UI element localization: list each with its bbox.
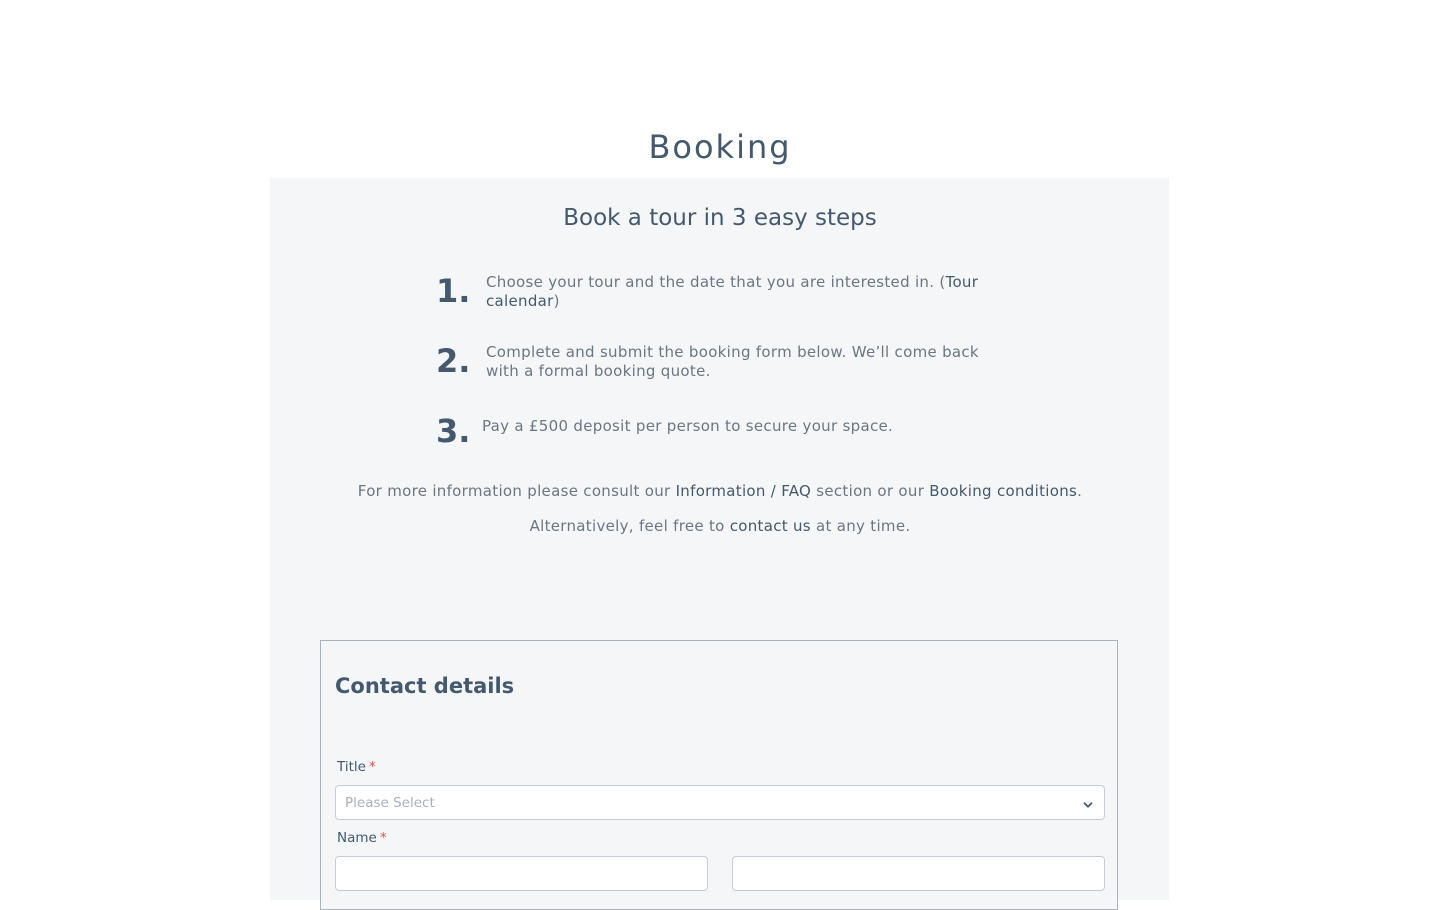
step-1-number: 1. [436,272,471,310]
more-info-middle: section or our [811,482,930,500]
chevron-down-icon [1082,796,1094,808]
more-info-line [0,482,1440,500]
more-info-before: For more information please consult our [357,482,676,500]
contact-line [0,517,1440,535]
contact-line-after: at any time. [810,517,911,535]
intro-heading: Book a tour in 3 easy steps [563,205,877,231]
step-1-text-before: Choose your tour and the date that you are interested in. ( [486,273,946,291]
name-required-mark: * [379,830,387,846]
title-required-mark: * [368,759,376,775]
contact-details-heading: Contact details [335,674,515,698]
step-1-text [486,273,1006,311]
step-2-text: Complete and submit the booking form below. We’ll come back with a formal booking quote. [486,343,979,380]
step-3-text: Pay a £500 deposit per person to secure your space. [482,417,894,435]
title-select[interactable] [335,785,1105,820]
name-field-label [337,830,387,846]
title-label-text: Title [337,759,366,775]
page-title: Booking [648,128,792,166]
last-name-input[interactable] [732,856,1105,891]
step-2-number: 2. [436,342,471,380]
information-faq-link[interactable]: Information / FAQ [675,482,812,500]
booking-conditions-link[interactable]: Booking conditions [929,482,1078,500]
contact-us-link[interactable]: contact us [729,517,811,535]
first-name-input[interactable] [335,856,708,891]
title-select-placeholder: Please Select [345,795,435,811]
name-label-text: Name [337,830,377,846]
tour-calendar-link[interactable]: Tour calendar [486,273,979,310]
title-field-label [337,759,376,775]
step-1-text-after: ) [553,292,560,310]
contact-line-before: Alternatively, feel free to [529,517,730,535]
step-3-number: 3. [436,412,471,450]
more-info-after: . [1077,482,1083,500]
